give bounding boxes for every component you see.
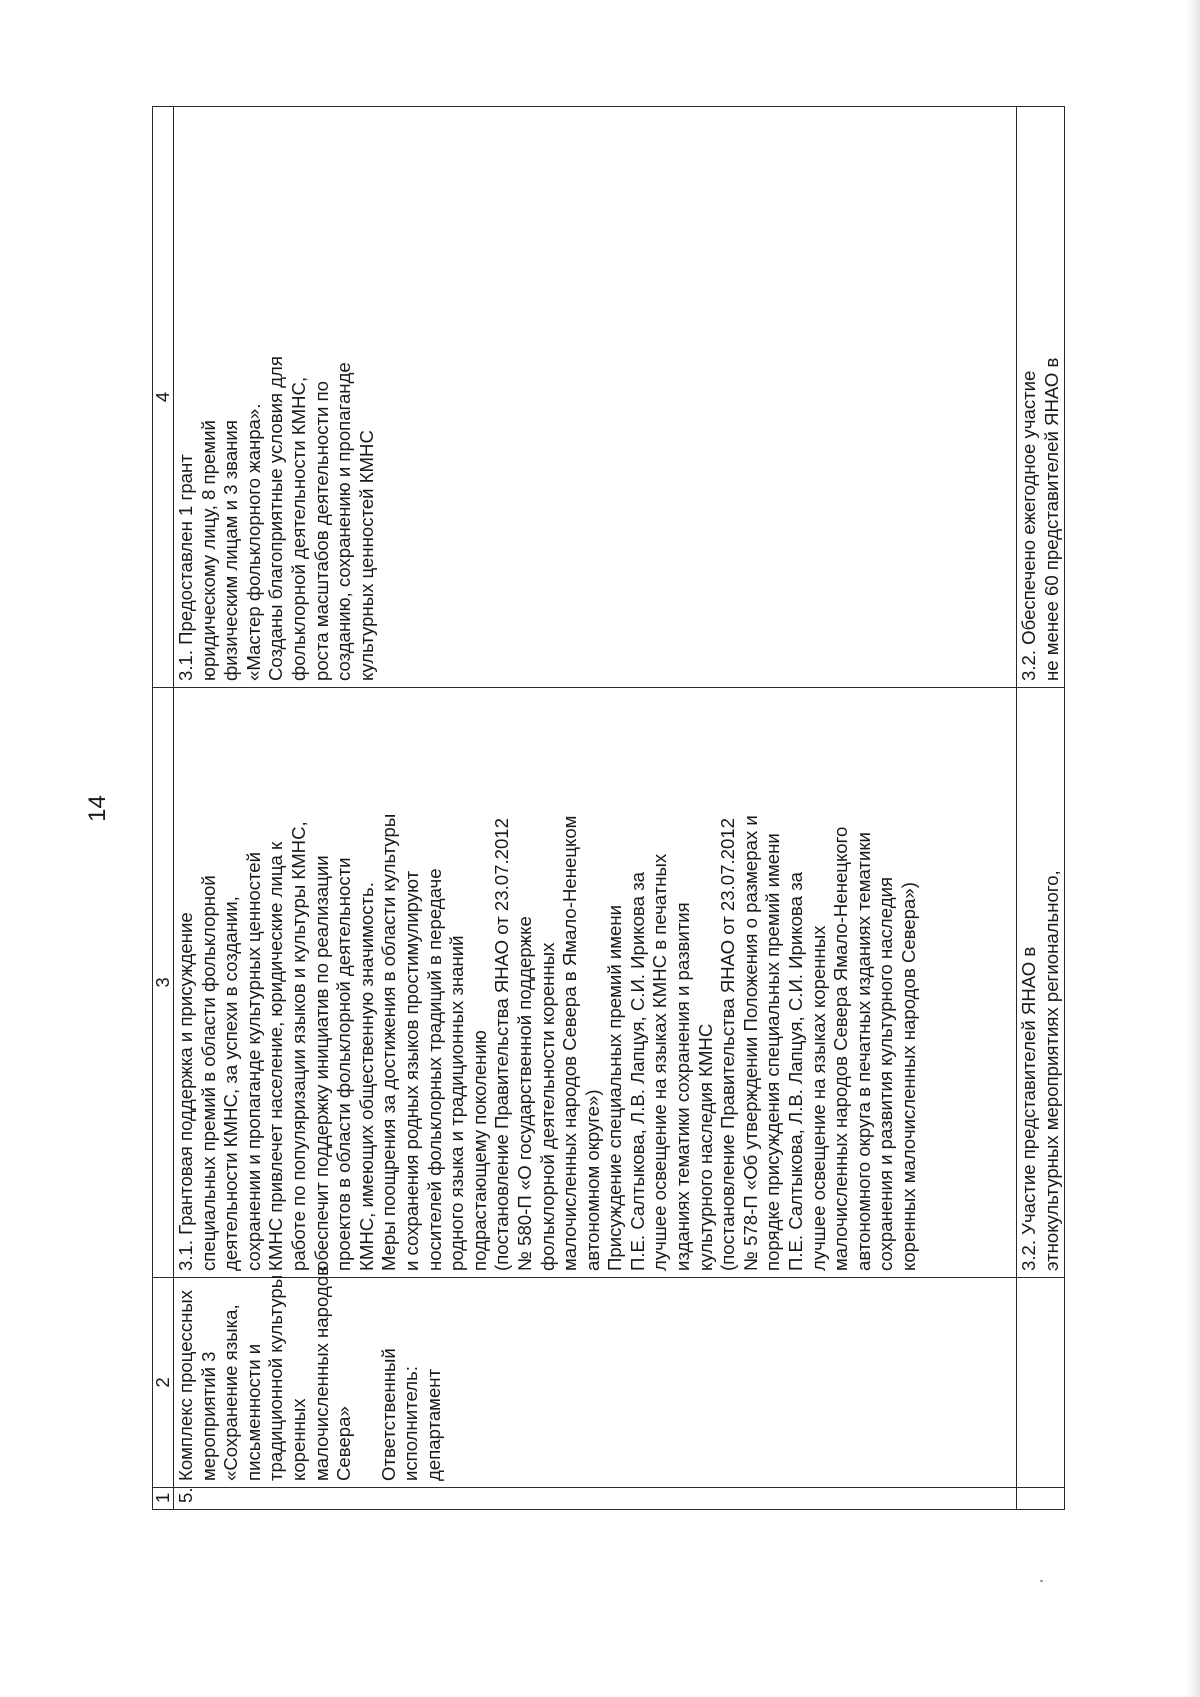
col3-line: и сохранения родных языков простимулируют: [400, 870, 422, 1271]
row-number-cell: 5.: [174, 1488, 1017, 1510]
col3-line: П.Е. Салтыкова, Л.В. Лапцуя, С.И. Ирикова за: [626, 872, 648, 1271]
col3-line: № 578-П «Об утверждении Положения о размерах и: [739, 815, 761, 1271]
col3-line: № 580-П «О государственной поддержке: [513, 916, 535, 1271]
col3-line: лучшее освещение на языках коренных: [807, 925, 829, 1271]
col3-line: малочисленных народов Севера в Ямало-Ненецком: [559, 815, 581, 1271]
col4-line: юридическому лицу, 8 премий: [197, 420, 219, 681]
col2-line: письменности и: [242, 1343, 264, 1481]
col4-line: созданию, сохранению и пропаганде: [333, 362, 355, 681]
col2-line: традиционной культуры: [265, 1274, 287, 1481]
col3-line: Присуждение специальных премий имени: [604, 904, 626, 1271]
header-cell-1: 1: [153, 1488, 174, 1510]
rotated-page: [84, 107, 1062, 1510]
header-cell-4: 4: [153, 107, 174, 688]
responsible-line: департамент: [422, 1368, 444, 1481]
col2-line: «Сохранение языка,: [220, 1304, 242, 1481]
col2-line: малочисленных народов: [310, 1266, 332, 1481]
scan-speck: [1040, 1580, 1043, 1582]
col3-line: лучшее освещение на языках КМНС в печатных: [649, 853, 671, 1271]
col4-line: 3.1. Предоставлен 1 грант: [175, 454, 196, 681]
col2-line: Комплекс процессных: [175, 1289, 196, 1481]
header-cell-2: 2: [153, 1278, 174, 1488]
col3-line: этнокультурных мероприятиях регионального,: [1040, 870, 1062, 1271]
col3-line: сохранения и развития культурного наследия: [875, 876, 897, 1271]
results-cell: [174, 107, 1017, 688]
col3-line: 3.1. Грантовая поддержка и присуждение: [175, 912, 196, 1271]
col3-line: Меры поощрения за достижения в области культуры: [378, 813, 400, 1271]
col2-line: Севера»: [333, 1406, 355, 1481]
col3-line: изданиях тематики сохранения и развития: [672, 902, 694, 1271]
col3-line: коренных малочисленных народов Севера»): [898, 882, 919, 1271]
col3-line: родного языка и традиционных знаний: [446, 935, 468, 1271]
header-cell-3: 3: [153, 688, 174, 1278]
col3-line: малочисленных народов Севера Ямало-Ненецкого: [830, 826, 852, 1271]
col4-line: фольклорной деятельности КМНС,: [287, 376, 309, 681]
col3-line: проектов в области фольклорной деятельности: [333, 857, 355, 1271]
col3-line: носителей фольклорных традиций в передаче: [423, 868, 445, 1271]
paragraph-gap: [356, 1284, 378, 1481]
results-cell: [1017, 107, 1065, 688]
col2-line: коренных: [287, 1398, 309, 1481]
col3-line: культурного наследия КМНС: [694, 1023, 716, 1271]
table-row: [174, 107, 1017, 1510]
col4-line: 3.2. Обеспечено ежегодное участие: [1018, 370, 1039, 681]
col4-line: роста масштабов деятельности по: [310, 380, 332, 681]
col3-line: автономного округа в печатных изданиях тематики: [852, 832, 874, 1271]
col3-line: КМНС привлечет население, юридические лица к: [265, 841, 287, 1271]
activity-complex-cell-empty: [1017, 1278, 1065, 1488]
col3-line: работе по популяризации языков и культуры КМНС,: [287, 821, 309, 1271]
col3-line: автономном округе»): [581, 1089, 603, 1271]
col3-line: (постановление Правительства ЯНАО от 23.07.2012: [491, 818, 513, 1271]
col4-line: физическим лицам и 3 звания: [220, 420, 242, 681]
col4-line: культурных ценностей КМНС: [355, 430, 377, 681]
col3-line: КМНС, имеющих общественную значимость.: [355, 882, 377, 1271]
col3-line: подрастающему поколению: [468, 1030, 490, 1271]
col4-line: «Мастер фольклорного жанра».: [242, 403, 264, 681]
col3-line: П.Е. Салтыкова, Л.В. Лапцуя, С.И. Ирикова за: [785, 872, 807, 1271]
responsible-line: Ответственный: [377, 1348, 399, 1481]
col3-line: фольклорной деятельности коренных: [536, 942, 558, 1271]
program-table: [152, 106, 1065, 1510]
col3-line: деятельности КМНС, за успехи в создании,: [220, 896, 242, 1271]
responsible-line: исполнитель:: [400, 1366, 422, 1481]
col3-line: порядке присуждения специальных премий имени: [762, 833, 784, 1271]
col3-line: сохранении и пропаганде культурных ценностей: [242, 851, 264, 1271]
col3-line: (постановление Правительства ЯНАО от 23.07.2012: [717, 818, 739, 1271]
col3-line: обеспечит поддержку инициатив по реализации: [310, 855, 332, 1271]
col3-line: 3.2. Участие представителей ЯНАО в: [1018, 946, 1039, 1271]
activity-complex-cell: [174, 1266, 1017, 1488]
col3-line: специальных премий в области фольклорной: [197, 875, 219, 1271]
row-number-cell-empty: [1017, 1488, 1065, 1510]
scan-edge-shadow: [1186, 0, 1200, 1697]
col4-line: Созданы благоприятные условия для: [265, 356, 287, 681]
page-number: 14: [84, 795, 111, 822]
measures-cell: [174, 688, 1017, 1278]
table-header-row: [153, 107, 174, 1510]
col2-line: мероприятий 3: [197, 1351, 219, 1481]
col4-line: не менее 60 представителей ЯНАО в: [1040, 357, 1062, 681]
measures-cell: [1017, 688, 1065, 1278]
table-row: [1017, 107, 1065, 1510]
